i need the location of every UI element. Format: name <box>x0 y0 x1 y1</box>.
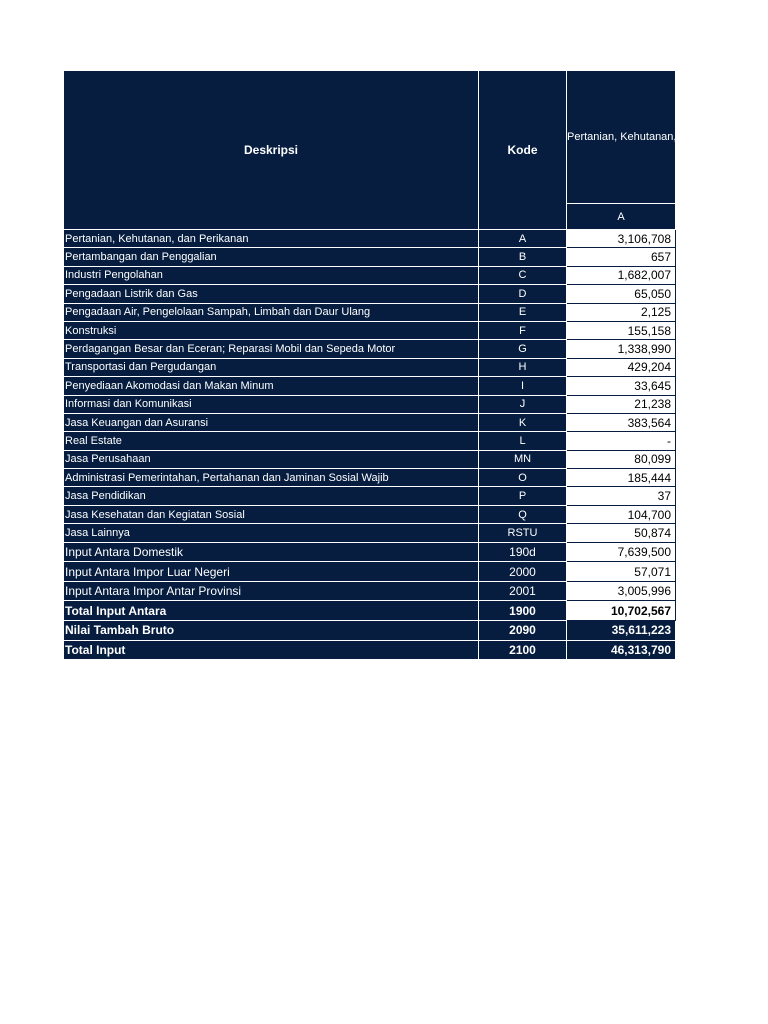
row-code: C <box>479 266 567 284</box>
row-description: Transportasi dan Pergudangan <box>64 358 479 376</box>
row-value[interactable]: 7,639,500 <box>567 542 676 562</box>
table-row <box>64 321 676 339</box>
table-row <box>64 487 676 505</box>
table-row <box>64 581 676 601</box>
row-value[interactable]: 1,338,990 <box>567 340 676 358</box>
row-code: 190d <box>479 542 567 562</box>
row-code: RSTU <box>479 524 567 542</box>
row-value[interactable]: 46,313,790 <box>567 640 676 660</box>
row-code: J <box>479 395 567 413</box>
total-row <box>64 640 676 660</box>
row-code: B <box>479 248 567 266</box>
total-row <box>64 601 676 621</box>
row-description: Jasa Lainnya <box>64 524 479 542</box>
row-code: 1900 <box>479 601 567 621</box>
row-description: Jasa Keuangan dan Asuransi <box>64 413 479 431</box>
row-code: D <box>479 285 567 303</box>
row-description: Konstruksi <box>64 321 479 339</box>
row-value[interactable]: 65,050 <box>567 285 676 303</box>
row-value[interactable]: 1,682,007 <box>567 266 676 284</box>
row-code: G <box>479 340 567 358</box>
table-row <box>64 266 676 284</box>
table-row <box>64 505 676 523</box>
row-description: Pertanian, Kehutanan, dan Perikanan <box>64 230 479 248</box>
row-value[interactable]: 104,700 <box>567 505 676 523</box>
header-sector-code: A <box>567 204 676 230</box>
row-description: Jasa Perusahaan <box>64 450 479 468</box>
row-code: MN <box>479 450 567 468</box>
row-description: Real Estate <box>64 432 479 450</box>
row-value[interactable]: 185,444 <box>567 469 676 487</box>
table-row <box>64 230 676 248</box>
row-description: Input Antara Impor Luar Negeri <box>64 562 479 582</box>
row-description: Penyediaan Akomodasi dan Makan Minum <box>64 377 479 395</box>
table-row <box>64 450 676 468</box>
table-row <box>64 395 676 413</box>
row-value[interactable]: 2,125 <box>567 303 676 321</box>
row-value[interactable]: 383,564 <box>567 413 676 431</box>
row-description: Industri Pengolahan <box>64 266 479 284</box>
table-row <box>64 413 676 431</box>
row-value[interactable]: 57,071 <box>567 562 676 582</box>
row-code: L <box>479 432 567 450</box>
table-row <box>64 248 676 266</box>
row-description: Perdagangan Besar dan Eceran; Reparasi Mobil dan Sepeda Motor <box>64 340 479 358</box>
row-code: 2000 <box>479 562 567 582</box>
row-description: Pengadaan Air, Pengelolaan Sampah, Limbah dan Daur Ulang <box>64 303 479 321</box>
row-value[interactable]: 10,702,567 <box>567 601 676 621</box>
row-description: Input Antara Impor Antar Provinsi <box>64 581 479 601</box>
input-output-table <box>63 70 751 660</box>
row-description: Administrasi Pemerintahan, Pertahanan dan Jaminan Sosial Wajib <box>64 469 479 487</box>
row-code: F <box>479 321 567 339</box>
row-code: P <box>479 487 567 505</box>
row-value[interactable]: 33,645 <box>567 377 676 395</box>
row-value[interactable]: 80,099 <box>567 450 676 468</box>
table-row <box>64 432 676 450</box>
row-code: K <box>479 413 567 431</box>
row-code: H <box>479 358 567 376</box>
table-row <box>64 524 676 542</box>
table-row <box>64 303 676 321</box>
row-value[interactable]: 21,238 <box>567 395 676 413</box>
row-code: 2090 <box>479 621 567 641</box>
row-value[interactable]: 657 <box>567 248 676 266</box>
header-sector-name: Pertanian, Kehutanan, dan Perikanan <box>567 71 676 204</box>
table-row <box>64 377 676 395</box>
row-description: Pengadaan Listrik dan Gas <box>64 285 479 303</box>
row-value[interactable]: 50,874 <box>567 524 676 542</box>
row-description: Input Antara Domestik <box>64 542 479 562</box>
row-description: Nilai Tambah Bruto <box>64 621 479 641</box>
row-description: Pertambangan dan Penggalian <box>64 248 479 266</box>
row-code: A <box>479 230 567 248</box>
table-row <box>64 285 676 303</box>
row-value[interactable]: 429,204 <box>567 358 676 376</box>
row-code: 2100 <box>479 640 567 660</box>
header-deskripsi: Deskripsi <box>64 71 479 230</box>
row-code: Q <box>479 505 567 523</box>
row-description: Total Input <box>64 640 479 660</box>
row-value[interactable]: 155,158 <box>567 321 676 339</box>
row-description: Jasa Kesehatan dan Kegiatan Sosial <box>64 505 479 523</box>
header-row <box>64 71 676 204</box>
header-kode: Kode <box>479 71 567 230</box>
row-code: 2001 <box>479 581 567 601</box>
row-value[interactable]: 3,005,996 <box>567 581 676 601</box>
row-description: Jasa Pendidikan <box>64 487 479 505</box>
row-description: Total Input Antara <box>64 601 479 621</box>
row-code: O <box>479 469 567 487</box>
row-code: I <box>479 377 567 395</box>
table-row <box>64 340 676 358</box>
row-value[interactable]: 35,611,223 <box>567 621 676 641</box>
table-row <box>64 562 676 582</box>
row-value[interactable]: 3,106,708 <box>567 230 676 248</box>
row-code: E <box>479 303 567 321</box>
table-row <box>64 542 676 562</box>
table-row <box>64 469 676 487</box>
table-row <box>64 358 676 376</box>
total-row <box>64 621 676 641</box>
row-description: Informasi dan Komunikasi <box>64 395 479 413</box>
row-value[interactable]: - <box>567 432 676 450</box>
row-value[interactable]: 37 <box>567 487 676 505</box>
